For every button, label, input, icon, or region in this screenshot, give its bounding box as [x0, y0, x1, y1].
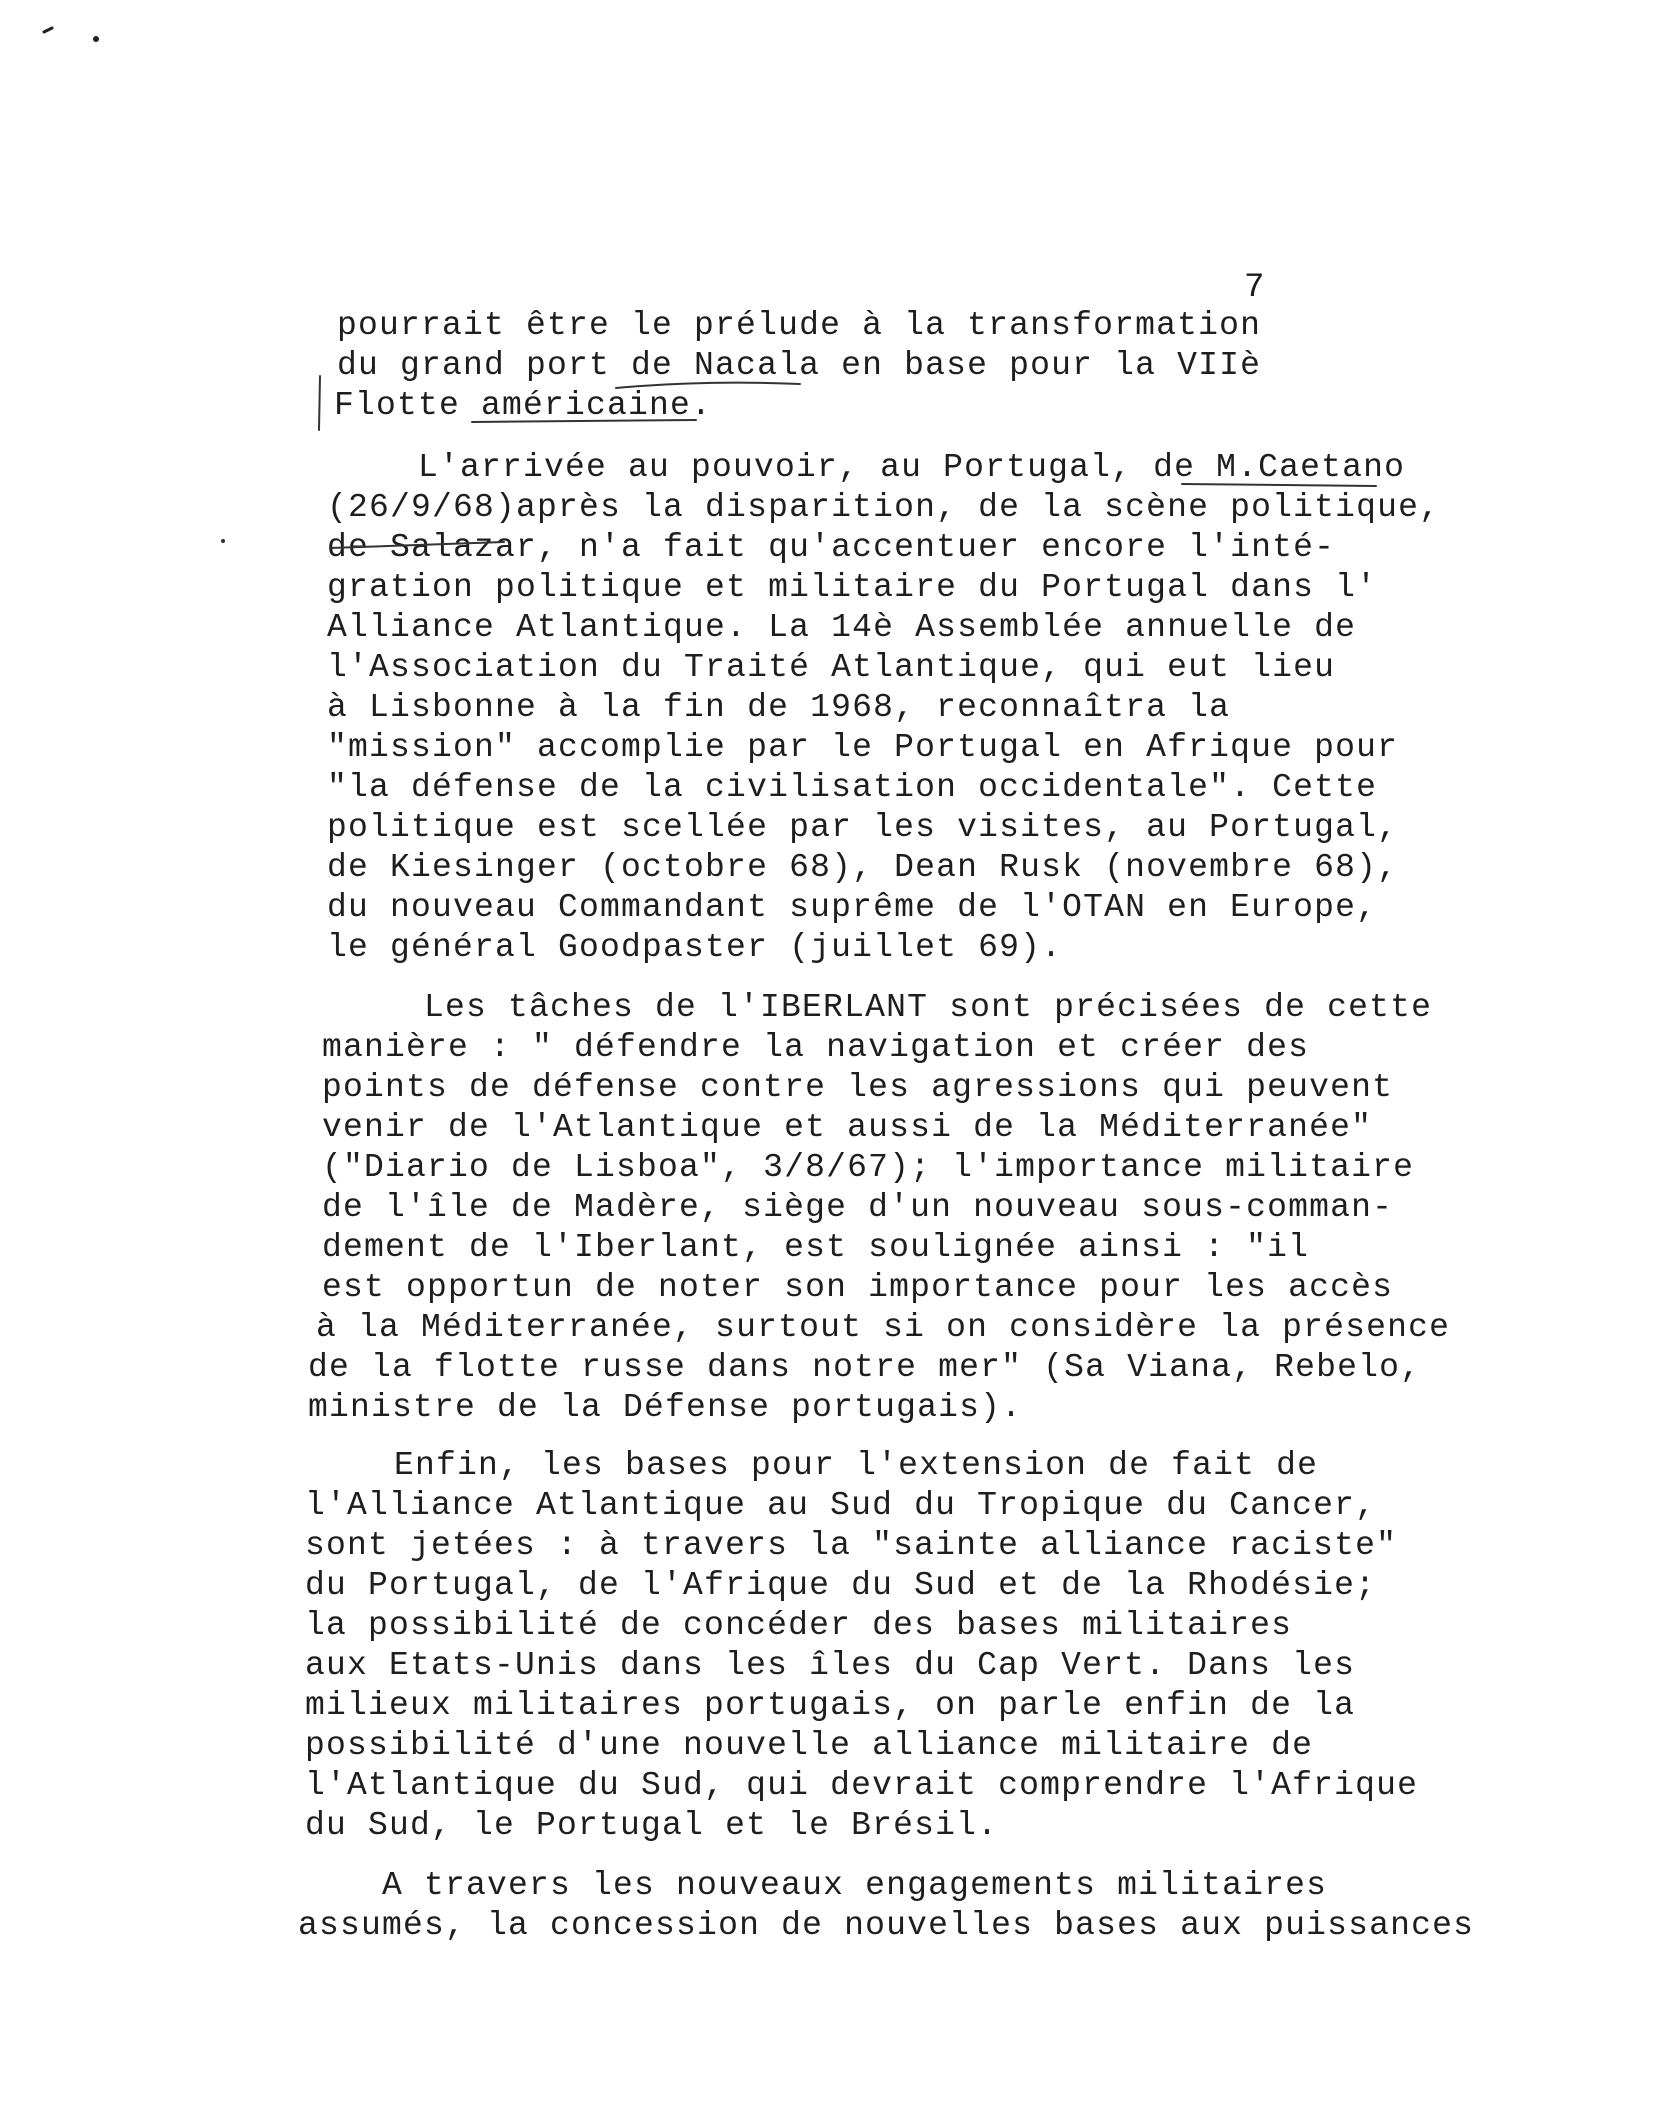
margin-bracket-mark	[314, 372, 326, 434]
text-line: Les tâches de l'IBERLANT sont précisées de cette	[424, 989, 1433, 1026]
text-line: du Sud, le Portugal et le Brésil.	[305, 1807, 999, 1844]
text-line: ministre de la Défense portugais).	[308, 1389, 1023, 1426]
text-line: Alliance Atlantique. La 14è Assemblée annuelle de	[327, 609, 1357, 646]
text-line: "mission" accomplie par le Portugal en Afrique pour	[327, 729, 1399, 766]
text-line: du grand port de Nacala en base pour la VIIè	[337, 347, 1262, 384]
text-line: dement de l'Iberlant, est soulignée ainsi : "il	[322, 1229, 1310, 1266]
text-line: du Portugal, de l'Afrique du Sud et de la Rhodésie;	[305, 1567, 1377, 1604]
text-line: du nouveau Commandant suprême de l'OTAN en Europe,	[327, 889, 1378, 926]
text-line: l'Alliance Atlantique au Sud du Tropique du Cancer,	[305, 1487, 1377, 1524]
text-line: à Lisbonne à la fin de 1968, reconnaîtra la	[327, 689, 1231, 726]
text-line: aux Etats-Unis dans les îles du Cap Vert. Dans les	[305, 1647, 1356, 1684]
text-line: assumés, la concession de nouvelles bases aux puissances	[298, 1907, 1475, 1944]
text-line: sont jetées : à travers la "sainte alliance raciste"	[305, 1527, 1398, 1564]
text-line: politique est scellée par les visites, au Portugal,	[327, 809, 1399, 846]
text-line: est opportun de noter son importance pour les accès	[322, 1269, 1394, 1306]
ink-specks-decoration	[40, 20, 120, 50]
text-line: de Kiesinger (octobre 68), Dean Rusk (novembre 68),	[327, 849, 1399, 886]
text-line: Enfin, les bases pour l'extension de fait de	[394, 1447, 1319, 1484]
page-number: 7	[1244, 269, 1265, 307]
text-line: gration politique et militaire du Portugal dans l'	[327, 569, 1378, 606]
text-line: de l'île de Madère, siège d'un nouveau sous-comman-	[322, 1189, 1394, 1226]
text-line: (26/9/68)après la disparition, de la scène politique,	[327, 489, 1441, 526]
text-line: l'Atlantique du Sud, qui devrait comprendre l'Afrique	[305, 1767, 1419, 1804]
text-line: de Salazar, n'a fait qu'accentuer encore l'inté-	[327, 529, 1336, 566]
text-line: A travers les nouveaux engagements militaires	[382, 1867, 1328, 1904]
text-line: "la défense de la civilisation occidentale". Cette	[327, 769, 1378, 806]
text-line: ("Diario de Lisboa", 3/8/67); l'importance militaire	[322, 1149, 1415, 1186]
text-line: Flotte américaine.	[334, 387, 713, 424]
text-line: le général Goodpaster (juillet 69).	[327, 929, 1063, 966]
text-line: la possibilité de concéder des bases militaires	[305, 1607, 1293, 1644]
text-line: points de défense contre les agressions qui peuvent	[322, 1069, 1394, 1106]
text-line: l'Association du Traité Atlantique, qui eut lieu	[327, 649, 1336, 686]
text-line: L'arrivée au pouvoir, au Portugal, de M.Caetano	[418, 449, 1406, 486]
text-line: manière : " défendre la navigation et créer des	[322, 1029, 1310, 1066]
margin-dot-mark	[218, 536, 228, 546]
text-line: pourrait être le prélude à la transformation	[337, 307, 1262, 344]
text-line: possibilité d'une nouvelle alliance militaire de	[305, 1727, 1314, 1764]
text-line: de la flotte russe dans notre mer" (Sa Viana, Rebelo,	[308, 1349, 1422, 1386]
text-line: venir de l'Atlantique et aussi de la Méditerranée"	[322, 1109, 1373, 1146]
text-line: à la Méditerranée, surtout si on considère la présence	[316, 1309, 1451, 1346]
text-line: milieux militaires portugais, on parle enfin de la	[305, 1687, 1356, 1724]
